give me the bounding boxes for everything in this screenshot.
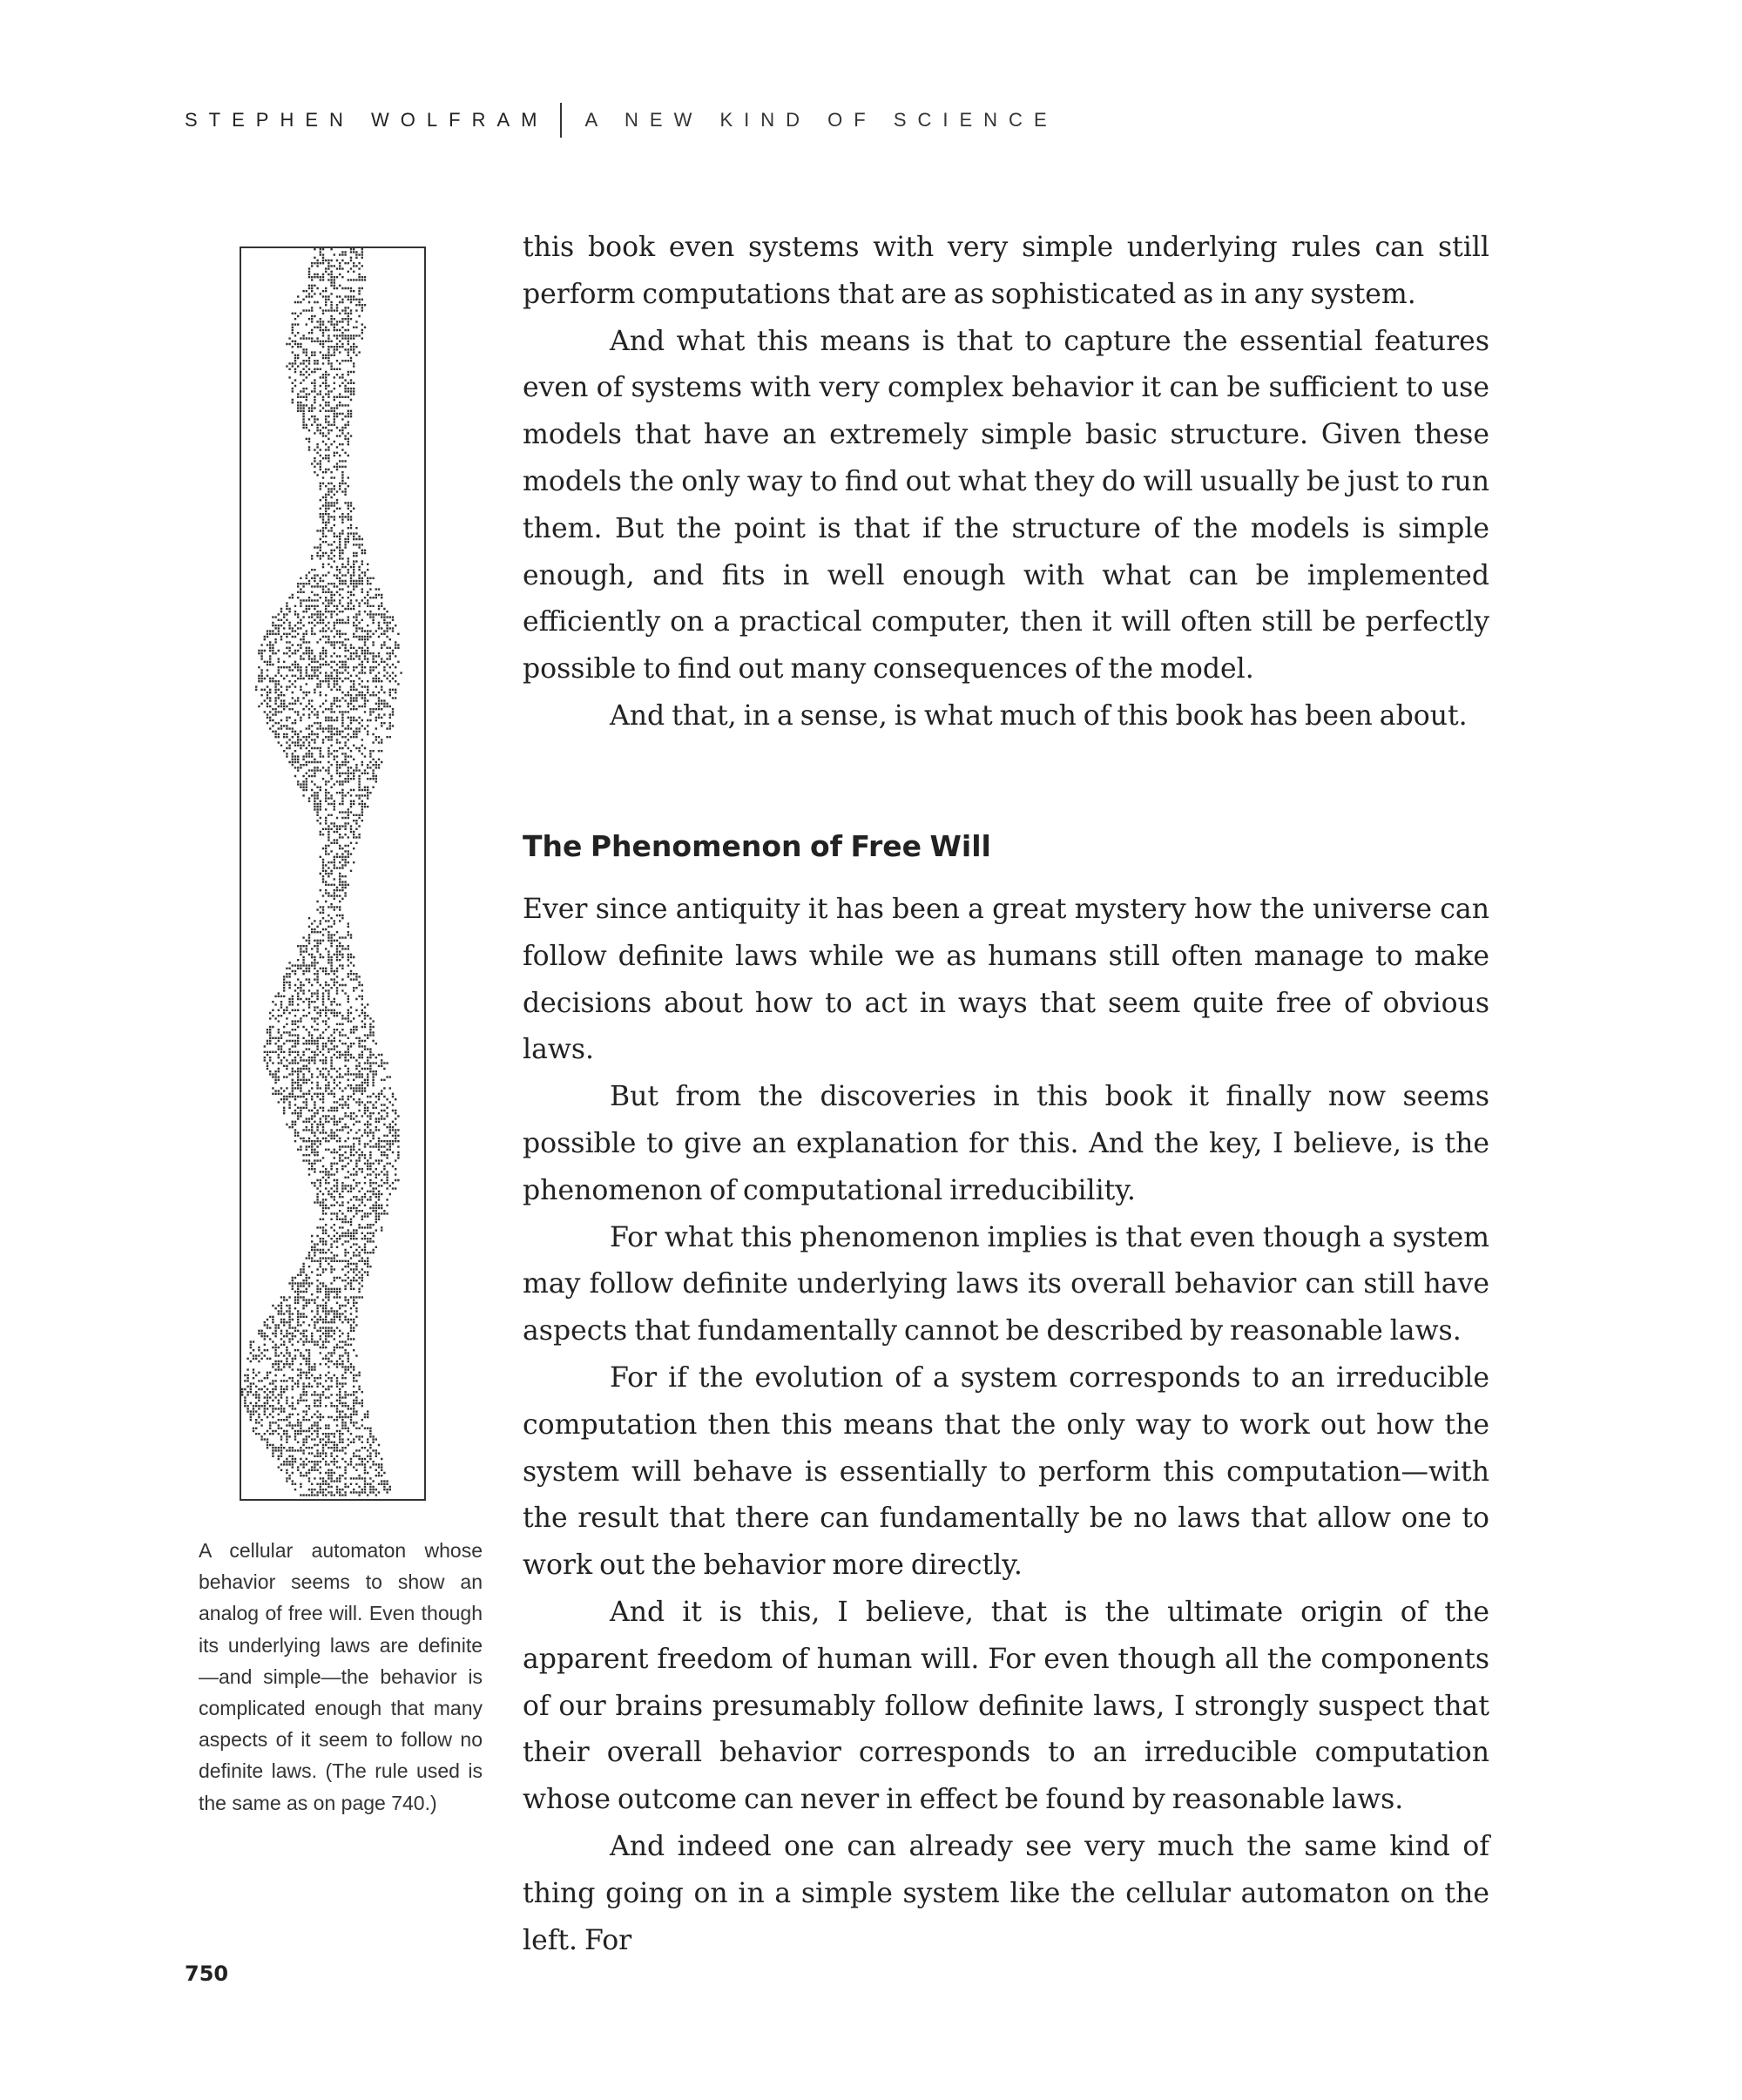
header-separator — [560, 103, 562, 138]
main-text — [523, 225, 1489, 863]
paragraph-8: And it is this, I believe, that is the ultimate origin of the apparent freedom of human will. For even though all the components of our brains presumably follow definite laws, I strongly suspect that their overall behavior corresponds to an irreducible computation whose outcome can never in effect be found by reasonable laws. — [523, 1596, 1489, 1816]
cellular-automaton-figure — [240, 246, 426, 1501]
paragraph-7: For if the evolution of a system corresponds to an irreducible computation then this means that the only way to work out how the system will behave is essentially to perform this computation—with the result that there can fundamentally be no laws that allow one to work out the behavior more directly. — [523, 1361, 1489, 1582]
header-book-title: A NEW KIND OF SCIENCE — [584, 109, 1058, 131]
header-author: STEPHEN WOLFRAM — [185, 109, 549, 131]
running-header — [185, 101, 1058, 139]
paragraph-2: And what this means is that to capture the essential features even of systems with very complex behavior it can be sufficient to use models that have an extremely simple basic structure. Given these models the only way to find out what they do will usually be just to run them. But the point is that if the structure of the models is simple enough, and fits in well enough with what can be implemented efficiently on a practical computer, then it will often still be perfectly possible to find out many consequences of the model. — [523, 325, 1489, 685]
automaton-cells — [241, 248, 402, 1496]
paragraph-4: Ever since antiquity it has been a great mystery how the universe can follow definite laws while we as humans still often manage to make decisions about how to act in ways that seem quite free of obvious laws. — [523, 894, 1489, 1066]
main-text-section — [523, 887, 1489, 1964]
paragraph-1: this book even systems with very simple underlying rules can still perform computations that are as sophisticated as in any system. — [523, 232, 1489, 310]
paragraph-9: And indeed one can already see very much the same kind of thing going on in a simple system like the cellular automaton on the left. For — [523, 1830, 1489, 1956]
paragraph-3: And that, in a sense, is what much of this book has been about. — [610, 699, 1468, 732]
page-number: 750 — [185, 1962, 229, 1986]
section-heading: The Phenomenon of Free Will — [523, 829, 991, 863]
paragraph-6: For what this phenomenon implies is that even though a system may follow definite underlying laws its overall behavior can still have aspects that fundamentally cannot be described by reasonable laws. — [523, 1221, 1489, 1347]
figure-caption: A cellular automaton whose behavior seems to show an analog of free will. Even though its underlying laws are definite—and simple—the behavior is complicated enough that many aspects of it seem to follow no definite laws. (The rule used is the same as on page 740.) — [199, 1539, 483, 1814]
cellular-automaton-pattern — [241, 248, 424, 1499]
paragraph-5: But from the discoveries in this book it finally now seems possible to give an explanation for this. And the key, I believe, is the phenomenon of computational irreducibility. — [523, 1081, 1489, 1206]
